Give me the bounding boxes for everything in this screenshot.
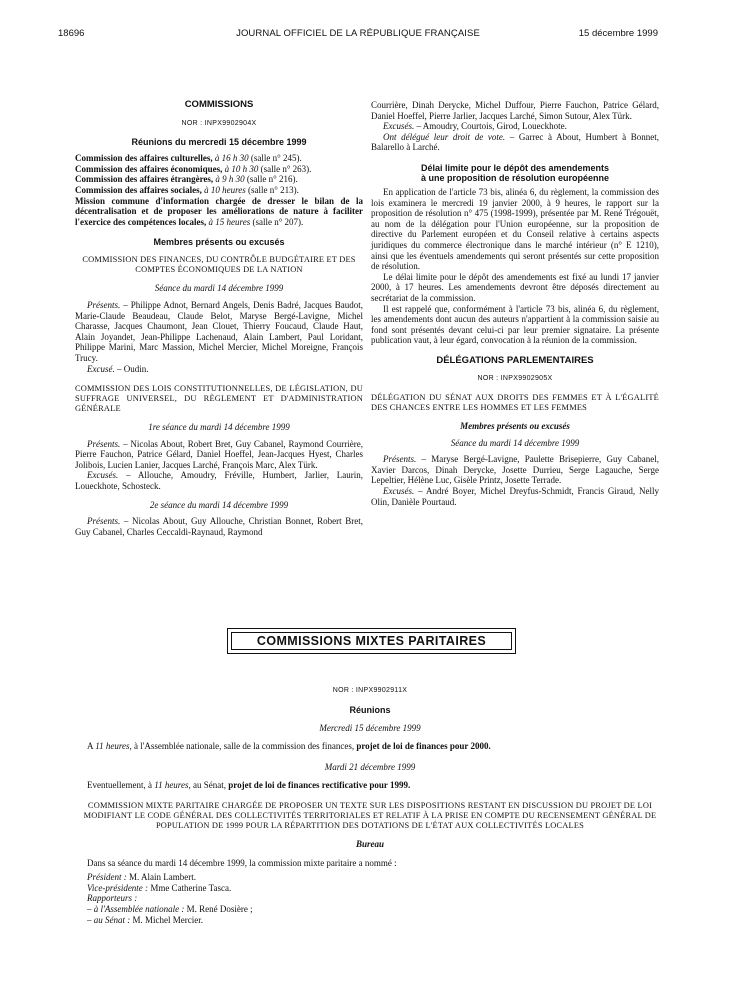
delai-paragraph: Il est rappelé que, conformément à l'article 73 bis, alinéa 6, du règlement, les amendements dont aucun des auteurs n'appartient à la commission saisie au fond sont présentés devant celui-ci par leur premier signataire. La présente publication vaut, à leur égard, convocation à la réunion de la commission. [371, 303, 659, 346]
meeting-line: Commission des affaires étrangères, à 9 h 30 (salle n° 216). [75, 174, 298, 185]
reunions-title: Réunions [349, 704, 391, 715]
right-column [371, 100, 659, 507]
day-heading: Mardi 21 décembre 1999 [324, 761, 416, 772]
section-title-delegations: DÉLÉGATIONS PARLEMENTAIRES [436, 354, 594, 366]
delai-paragraph: Le délai limite pour le dépôt des amendements est fixé au lundi 17 janvier 2000, à 17 heures. Les amendements devront être déposés directement au secrétariat de la commission. [371, 271, 659, 303]
delai-paragraph: En application de l'article 73 bis, alinéa 6, du règlement, la commission des lois examinera le mercredi 19 janvier 2000, à 9 heures, le rapport sur la proposition de résolution n° 475 (1998-1999), présentée par M. René Trégouët, au nom de la délégation pour l'Union européenne, sur la proposition de directive du Parlement européen et du Conseil relative à certains aspects juridiques du commerce électronique dans le marché intérieur (n° E 1210), ainsi que les éventuels amendements qui seront présentés sur cette proposition de résolution. [371, 186, 659, 272]
reunions-title: Réunions du mercredi 15 décembre 1999 [131, 137, 307, 148]
delai-title: Délai limite pour le dépôt des amendements à une proposition de résolution européenne [420, 162, 610, 183]
meeting-line: Commission des affaires économiques, à 10 h 30 (salle n° 263). [75, 163, 312, 174]
commission-lois-title: COMMISSION DES LOIS CONSTITUTIONNELLES, DE LÉGISLATION, DU SUFFRAGE UNIVERSEL, DU RÈGLEMENT ET D'ADMINISTRATION GÉNÉRALE [75, 384, 363, 414]
meeting-line: Eventuellement, à 11 heures, au Sénat, projet de loi de finances rectificative pour 1999. [87, 780, 411, 791]
meeting-line: Commission des affaires culturelles, à 16 h 30 (salle n° 245). [75, 153, 302, 164]
left-column [75, 100, 363, 537]
mission-line: Mission commune d'information chargée de dresser le bilan de la décentralisation et de proposer les améliorations de nature à faciliter l'exercice des compétences locales, à 15 heures (salle n° 207). [75, 195, 363, 227]
presents-list: Présents. – Nicolas About, Robert Bret, Guy Cabanel, Raymond Courrière, Pierre Fauchon, Patrice Gélard, Daniel Hoeffel, Jean-Jacques Hyest, Charles Jolibois, Lucien Lanier, Jacques Larché, François Marc, Alex Türk. [75, 438, 363, 470]
page-header [58, 28, 658, 42]
section-title-commissions: COMMISSIONS [184, 99, 254, 110]
delegation-title: DÉLÉGATION DU SÉNAT AUX DROITS DES FEMMES ET À L'ÉGALITÉ DES CHANCES ENTRE LES HOMMES ET LES FEMMES [371, 393, 659, 413]
presents-list: Présents. – Maryse Bergé-Lavigne, Paulette Brisepierre, Guy Cabanel, Xavier Darcos, Dinah Derycke, Josette Durrieu, Serge Lagauche, Serge Lepeltier, Hélène Luc, Gisèle Printz, Josette Terrade. [371, 454, 659, 486]
commission-finances-title: COMMISSION DES FINANCES, DU CONTRÔLE BUDGÉTAIRE ET DES COMPTES ÉCONOMIQUES DE LA NATION [82, 255, 356, 275]
vote-delegation: Ont délégué leur droit de vote. – Garrec à About, Humbert à Bonnet, Balarello à Larché. [371, 131, 659, 153]
seance-heading: 2e séance du mardi 14 décembre 1999 [149, 499, 289, 510]
bureau-intro: Dans sa séance du mardi 14 décembre 1999, la commission mixte paritaire a nommé : [87, 857, 397, 868]
cmp-title-box [227, 628, 516, 654]
presents-list: Présents. – Philippe Adnot, Bernard Angels, Denis Badré, Jacques Baudot, Marie-Claude Beaudeau, Claude Belot, Maryse Bergé-Lavigne, Michel Charasse, Jacques Chaumont, Jean Clouet, Thierry Foucaud, Claude Haut, Alain Joyandet, Jean-Philippe Lachenaud, Alain Lambert, Paul Loridant, Philippe Marini, Marc Massion, Michel Mercier, Michel Moreigne, François Trucy. [75, 299, 364, 363]
cmp-commission-title: COMMISSION MIXTE PARITAIRE CHARGÉE DE PROPOSER UN TEXTE SUR LES DISPOSITIONS RESTANT EN DISCUSSION DU PROJET DE LOI MODIFIANT LE CODE GÉNÉRAL DES COLLECTIVITÉS TERRITORIALES ET RELATIF À LA PRISE EN COMPTE DU RECENSEMENT GÉNÉRAL DE POPULATION DE 1999 POUR LA RÉPARTITION DES DOTATIONS DE L'ÉTAT AUX COLLECTIVITÉS LOCALES [83, 800, 657, 830]
cmp-section [75, 686, 665, 925]
bureau-title: Bureau [355, 838, 384, 849]
seance-heading: Séance du mardi 14 décembre 1999 [154, 283, 284, 294]
excuses-list: Excusés. – Amoudry, Courtois, Girod, Loueckhote. [383, 121, 567, 132]
page-number: 18696 [58, 28, 85, 39]
rapporteur-line: – à l'Assemblée nationale : M. René Dosière ; [87, 903, 253, 914]
rapporteur-line: – au Sénat : M. Michel Mercier. [87, 914, 203, 925]
presents-continued: Courrière, Dinah Derycke, Michel Duffour, Pierre Fauchon, Patrice Gélard, Daniel Hoeffel, Pierre Jarlier, Jacques Larché, Simon Sutour, Alex Türk. [371, 100, 659, 121]
rapporteurs-label: Rapporteurs : [87, 893, 138, 904]
seance-heading: 1re séance du mardi 14 décembre 1999 [148, 422, 290, 433]
excuses-list: Excusés. – Allouche, Amoudry, Fréville, Humbert, Jarlier, Laurin, Loueckhote, Schosteck. [75, 470, 364, 492]
membres-title: Membres présents ou excusés [153, 237, 285, 248]
excuse-list: Excusé. – Oudin. [87, 363, 149, 374]
nor-reference: NOR : INPX9902905X [477, 375, 553, 383]
vice-president-line: Vice-présidente : Mme Catherine Tasca. [87, 882, 232, 893]
seance-heading: Séance du mardi 14 décembre 1999 [450, 437, 580, 448]
nor-reference: NOR : INPX9902911X [332, 687, 408, 694]
meeting-line: Commission des affaires sociales, à 10 heures (salle n° 213). [75, 184, 299, 195]
day-heading: Mercredi 15 décembre 1999 [319, 722, 421, 733]
presents-list: Présents. – Nicolas About, Guy Allouche, Christian Bonnet, Robert Bret, Guy Cabanel, Charles Ceccaldi-Raynaud, Raymond [75, 516, 363, 537]
nor-reference: NOR : INPX9902904X [181, 119, 257, 127]
journal-title: JOURNAL OFFICIEL DE LA RÉPUBLIQUE FRANÇAISE [236, 28, 480, 39]
issue-date: 15 décembre 1999 [578, 28, 658, 39]
meeting-line: A 11 heures, à l'Assemblée nationale, salle de la commission des finances, projet de loi de finances pour 2000. [87, 741, 491, 752]
president-line: Président : M. Alain Lambert. [87, 872, 196, 883]
excuses-list: Excusés. – André Boyer, Michel Dreyfus-Schmidt, Francis Giraud, Nelly Olin, Danièle Pourtaud. [371, 486, 660, 507]
membres-title: Membres présents ou excusés [460, 421, 570, 432]
cmp-title: COMMISSIONS MIXTES PARITAIRES [231, 632, 512, 650]
